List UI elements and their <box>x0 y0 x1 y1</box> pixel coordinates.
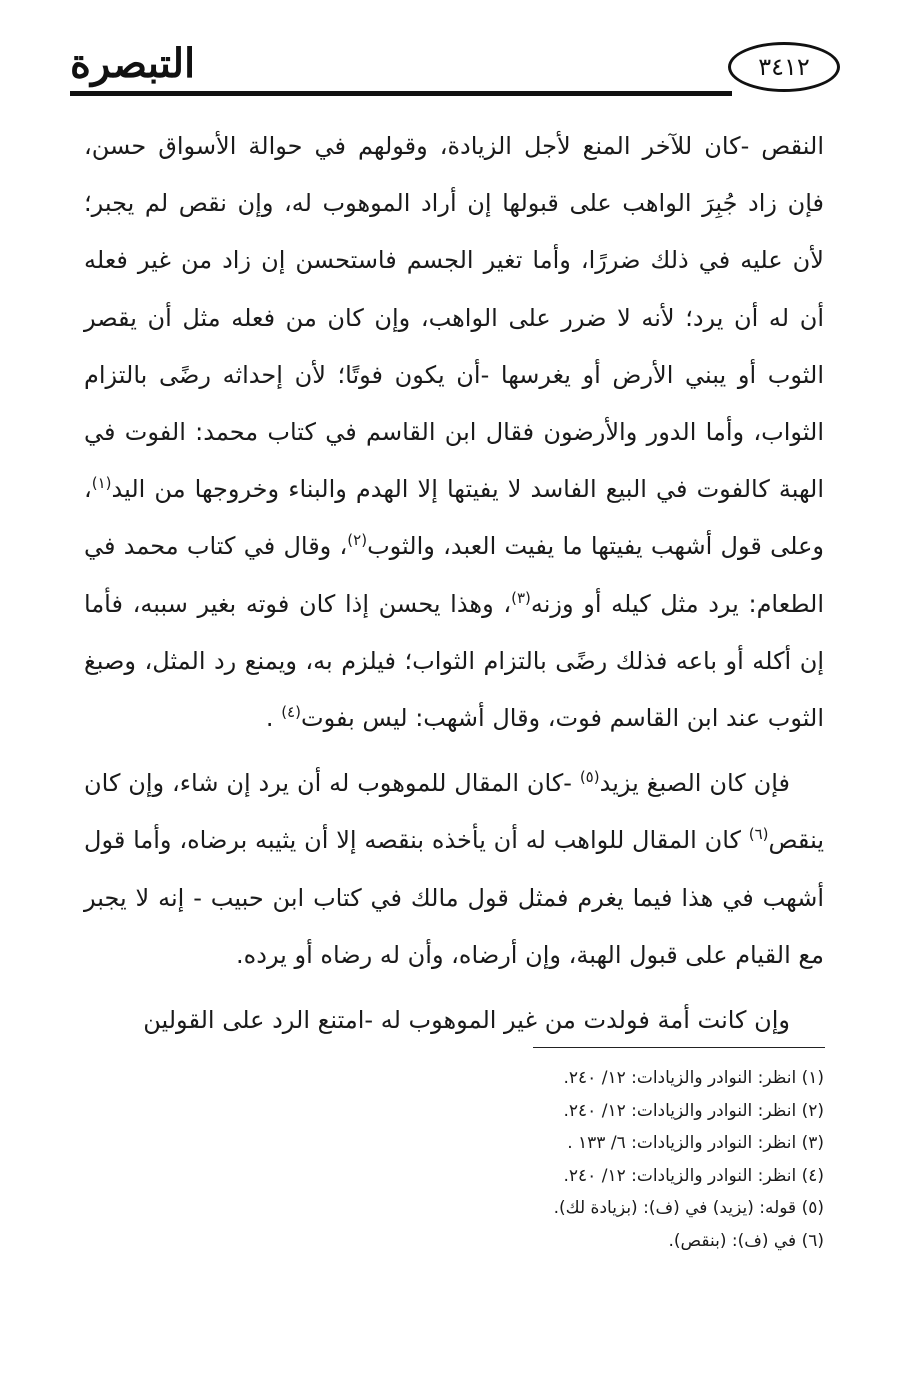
footnote-ref-2[interactable]: (٢) <box>347 531 368 550</box>
p1-text-2: ، وعلى قول أشهب يفيتها ما يفيت العبد، والثوب <box>84 475 824 561</box>
p1-text-5: . <box>265 704 282 733</box>
paragraph-3 <box>84 992 824 1049</box>
footnote-6: (٦) في (ف): (بنقص). <box>668 1230 824 1251</box>
footnote-ref-3[interactable]: (٣) <box>511 588 531 607</box>
footnote-2: (٢) انظر: النوادر والزيادات: ١٢/ ٢٤٠. <box>563 1100 824 1121</box>
footnote-ref-1[interactable]: (١) <box>91 474 112 493</box>
footnotes <box>420 1062 824 1257</box>
main-text <box>84 118 824 1049</box>
p2-text-1: فإن كان الصبغ يزيد <box>599 769 791 798</box>
footnote-4: (٤) انظر: النوادر والزيادات: ١٢/ ٢٤٠. <box>563 1165 824 1186</box>
p2-text-3: كان المقال للواهب له أن يأخذه بنقصه إلا أن يثيبه برضاه، وأما قول أشهب في هذا فيما يغرم فمثل قول مالك في كتاب ابن حبيب - إنه لا يجبر مع القيام على قبول الهبة، وإن أرضاه، وأن له رضاه أو يرده. <box>84 826 824 969</box>
header-rule <box>70 91 732 96</box>
p3-text-1: وإن كانت أمة فولدت من غير الموهوب له -امتنع الرد على القولين <box>143 1006 790 1035</box>
footnote-ref-5[interactable]: (٥) <box>579 768 600 787</box>
p2-text-2: -كان المقال للموهوب له أن يرد إن شاء، وإن كان ينقص <box>84 769 824 855</box>
footnote-ref-4[interactable]: (٤) <box>281 703 301 722</box>
page-number: ٣٤١٢ <box>758 53 810 81</box>
page-header <box>70 28 840 108</box>
p1-text-1: النقص -كان للآخر المنع لأجل الزيادة، وقولهم في حوالة الأسواق حسن، فإن زاد جُبِرَ الواهب على قبولها إن أراد الموهوب له، وإن نقص لم يجبر؛ لأن عليه في ذلك ضررًا، وأما تغير الجسم فاستحسن إن زاد من غير فعله أن له أن يرد؛ لأنه لا ضرر على الواهب، وإن كان من فعله مثل أن يقصر الثوب أو يبني الأرض أو يغرسها -أن يكون فوتًا؛ لأن إحداثه رضًى بالتزام الثواب، وأما الدور والأرضون فقال ابن القاسم في كتاب محمد: الفوت في الهبة كالفوت في البيع الفاسد لا يفيتها إلا الهدم والبناء وخروجها من اليد <box>84 132 824 504</box>
footnote-3: (٣) انظر: النوادر والزيادات: ٦/ ١٣٣ . <box>567 1133 824 1153</box>
footnote-5: (٥) قوله: (يزيد) في (ف): (بزيادة لك). <box>553 1198 824 1218</box>
footnote-1: (١) انظر: النوادر والزيادات: ١٢/ ٢٤٠. <box>563 1068 824 1088</box>
running-title: التبصرة <box>70 40 196 87</box>
paragraph-2 <box>84 755 824 984</box>
paragraph-1 <box>84 118 824 747</box>
p1-text-4: ، وهذا يحسن إذا كان فوته بغير سببه، فأما إن أكله أو باعه فذلك رضًى بالتزام الثواب؛ فيلزم به، ويمنع رد المثل، وصبغ الثوب عند ابن القاسم فوت، وقال أشهب: ليس بفوت <box>84 589 824 733</box>
p1-text-3: ، وقال في كتاب محمد في الطعام: يرد مثل كيله أو وزنه <box>84 532 824 618</box>
footnote-ref-6[interactable]: (٦) <box>748 825 769 844</box>
page-number-badge <box>728 42 840 92</box>
footnote-separator <box>533 1047 825 1048</box>
